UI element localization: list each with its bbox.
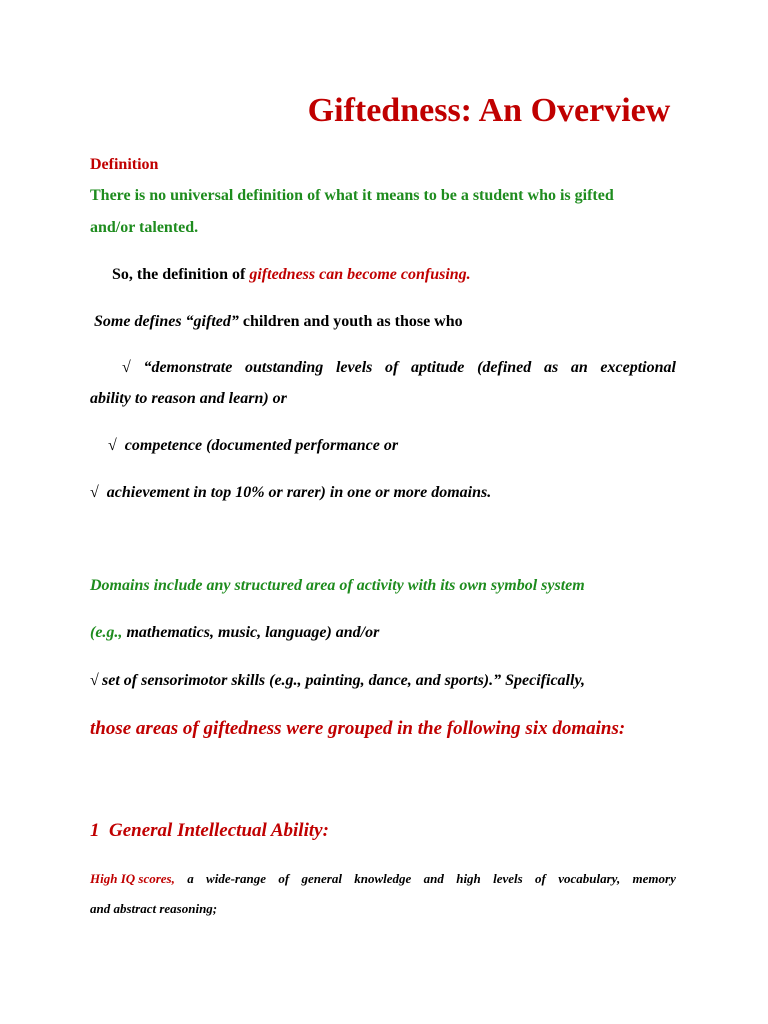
iq-word: wide-range xyxy=(206,871,266,886)
definition-text-line1: There is no universal definition of what it means to be a student who is gifted xyxy=(90,187,614,204)
iq-word: of xyxy=(535,871,546,886)
iq-word: levels xyxy=(493,871,523,886)
bullet-word: “demonstrate xyxy=(143,359,233,376)
so-paragraph xyxy=(112,266,471,284)
bullet-word: exceptional xyxy=(600,359,676,376)
iq-paragraph-line2: and abstract reasoning; xyxy=(90,901,218,916)
check-icon: √ xyxy=(90,484,99,501)
document-title: Giftedness: An Overview xyxy=(307,92,671,129)
iq-prefix: High IQ scores, xyxy=(90,871,175,886)
iq-word: a xyxy=(187,871,194,886)
eg-prefix: (e.g., xyxy=(90,624,127,641)
bullet-achievement-text: achievement in top 10% or rarer) in one or more domains. xyxy=(106,484,492,501)
iq-word: vocabulary, xyxy=(558,871,621,886)
some-defines-suffix: children and youth as those who xyxy=(242,313,463,330)
so-prefix: So, the definition of xyxy=(112,266,250,283)
iq-word: memory xyxy=(632,871,676,886)
so-emphasis: giftedness can become confusing. xyxy=(249,266,471,283)
bullet-aptitude-line2: ability to reason and learn) or xyxy=(90,390,287,407)
check-icon: √ xyxy=(122,359,131,376)
definition-text-line2: and/or talented. xyxy=(90,219,199,236)
iq-word: and xyxy=(423,871,444,886)
bullet-aptitude-line1 xyxy=(122,359,676,377)
definition-heading: Definition xyxy=(90,156,159,173)
bullet-word: as xyxy=(543,359,559,376)
iq-word: knowledge xyxy=(354,871,412,886)
bullet-achievement xyxy=(90,484,491,502)
sensorimotor-paragraph xyxy=(90,672,585,690)
section-heading-general-intellectual xyxy=(90,820,329,842)
bullet-competence xyxy=(108,437,398,455)
some-defines-paragraph xyxy=(94,313,463,331)
bullet-competence-text: competence (documented performance or xyxy=(124,437,399,454)
some-defines-prefix: Some defines “gifted” xyxy=(94,313,243,330)
bullet-word: outstanding xyxy=(245,359,324,376)
eg-rest: mathematics, music, language) and/or xyxy=(126,624,380,641)
bullet-word: levels xyxy=(335,359,373,376)
six-domains-intro: those areas of giftedness were grouped in the following six domains: xyxy=(90,718,626,739)
section-title: General Intellectual Ability: xyxy=(109,820,329,841)
section-number: 1 xyxy=(90,820,100,841)
check-icon: √ xyxy=(108,437,117,454)
examples-paragraph xyxy=(90,624,379,642)
iq-word: of xyxy=(278,871,290,886)
check-icon: √ xyxy=(90,672,99,689)
bullet-word: aptitude xyxy=(411,359,465,376)
iq-paragraph-line1 xyxy=(90,871,676,887)
bullet-word: an xyxy=(570,359,588,376)
iq-word: high xyxy=(456,871,481,886)
sensorimotor-text: set of sensorimotor skills (e.g., painting, dance, and sports).” Specifically, xyxy=(101,672,585,689)
domains-paragraph: Domains include any structured area of activity with its own symbol system xyxy=(90,577,585,594)
bullet-word: of xyxy=(385,359,399,376)
bullet-word: (defined xyxy=(477,359,532,376)
iq-word: general xyxy=(301,871,342,886)
